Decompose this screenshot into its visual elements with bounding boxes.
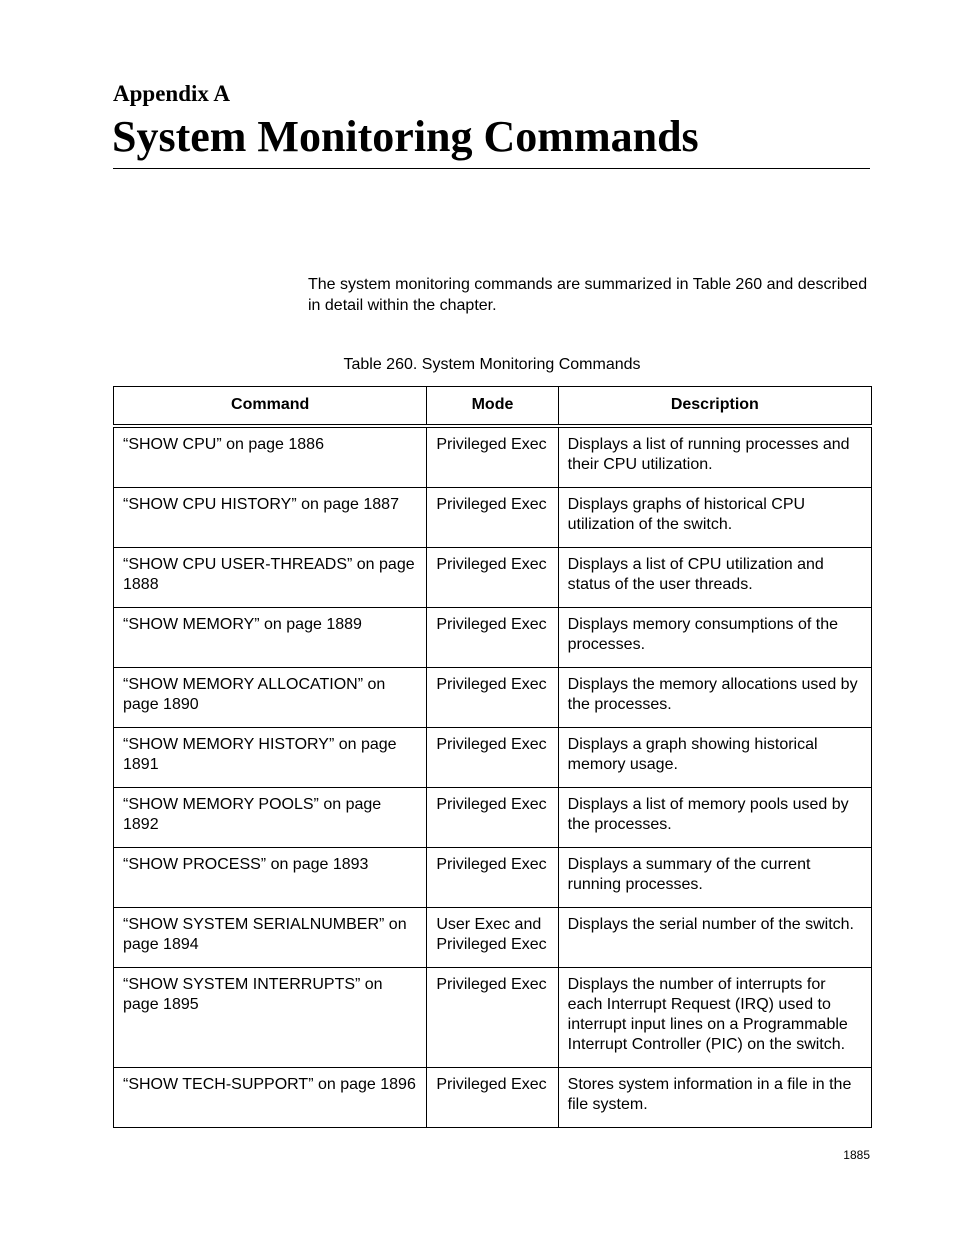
description-cell: Displays memory consumptions of the processes. [558,608,871,668]
description-cell: Displays graphs of historical CPU utilization of the switch. [558,488,871,548]
table-row [114,668,872,728]
description-cell: Displays a list of running processes and their CPU utilization. [558,426,871,488]
description-cell: Displays a list of memory pools used by the processes. [558,788,871,848]
command-link[interactable]: “SHOW MEMORY HISTORY” on page 1891 [123,736,397,773]
mode-cell: Privileged Exec [427,1068,558,1128]
command-link[interactable]: “SHOW MEMORY POOLS” on page 1892 [123,796,382,833]
description-cell: Displays the memory allocations used by the processes. [558,668,871,728]
table-caption [113,355,871,375]
command-cell[interactable] [114,548,427,608]
command-link[interactable]: “SHOW MEMORY ALLOCATION” on page 1890 [123,676,386,713]
mode-cell: Privileged Exec [427,788,558,848]
command-link[interactable]: “SHOW TECH-SUPPORT” on page 1896 [123,1076,416,1093]
appendix-label: Appendix A [113,81,230,106]
description-cell: Stores system information in a file in the file system. [558,1068,871,1128]
command-cell[interactable] [114,728,427,788]
table-row [114,908,872,968]
command-cell[interactable] [114,908,427,968]
command-link[interactable]: “SHOW PROCESS” on page 1893 [123,856,369,873]
column-header-mode: Mode [427,387,558,427]
command-cell[interactable] [114,608,427,668]
description-cell: Displays the number of interrupts for each Interrupt Request (IRQ) used to interrupt input lines on a Programmable Interrupt Controller (PIC) on the switch. [558,968,871,1068]
table-row [114,968,872,1068]
command-link[interactable]: “SHOW CPU USER-THREADS” on page 1888 [123,556,415,593]
table-row [114,1068,872,1128]
commands-table [113,386,872,1128]
table-header-row [114,387,872,427]
command-cell[interactable] [114,968,427,1068]
command-cell[interactable] [114,426,427,488]
command-link[interactable]: “SHOW SYSTEM INTERRUPTS” on page 1895 [123,976,383,1013]
mode-cell: Privileged Exec [427,728,558,788]
command-link[interactable]: “SHOW CPU” on page 1886 [123,436,324,453]
command-link[interactable]: “SHOW MEMORY” on page 1889 [123,616,362,633]
mode-cell: Privileged Exec [427,426,558,488]
table-row [114,848,872,908]
intro-paragraph: The system monitoring commands are summarized in Table 260 and described in detail within the chapter. [308,276,868,314]
description-cell: Displays a graph showing historical memory usage. [558,728,871,788]
column-header-command: Command [114,387,427,427]
description-cell: Displays a summary of the current running processes. [558,848,871,908]
table-row [114,426,872,488]
description-cell: Displays the serial number of the switch. [558,908,871,968]
table-row [114,548,872,608]
mode-cell: Privileged Exec [427,668,558,728]
command-link[interactable]: “SHOW SYSTEM SERIALNUMBER” on page 1894 [123,916,407,953]
command-cell[interactable] [114,848,427,908]
command-link[interactable]: “SHOW CPU HISTORY” on page 1887 [123,496,399,513]
mode-cell: Privileged Exec [427,548,558,608]
mode-cell: Privileged Exec [427,848,558,908]
command-cell[interactable] [114,1068,427,1128]
command-cell[interactable] [114,788,427,848]
table-row [114,728,872,788]
table-caption-text: Table 260. System Monitoring Commands [343,356,641,373]
mode-cell: Privileged Exec [427,488,558,548]
page-number: 1885 [843,1148,870,1162]
command-cell[interactable] [114,488,427,548]
mode-cell: Privileged Exec [427,608,558,668]
table-row [114,608,872,668]
chapter-title: System Monitoring Commands [112,112,699,161]
command-cell[interactable] [114,668,427,728]
column-header-description: Description [558,387,871,427]
description-cell: Displays a list of CPU utilization and status of the user threads. [558,548,871,608]
table-row [114,488,872,548]
mode-cell: Privileged Exec [427,968,558,1068]
mode-cell: User Exec and Privileged Exec [427,908,558,968]
title-divider [113,168,870,169]
table-row [114,788,872,848]
